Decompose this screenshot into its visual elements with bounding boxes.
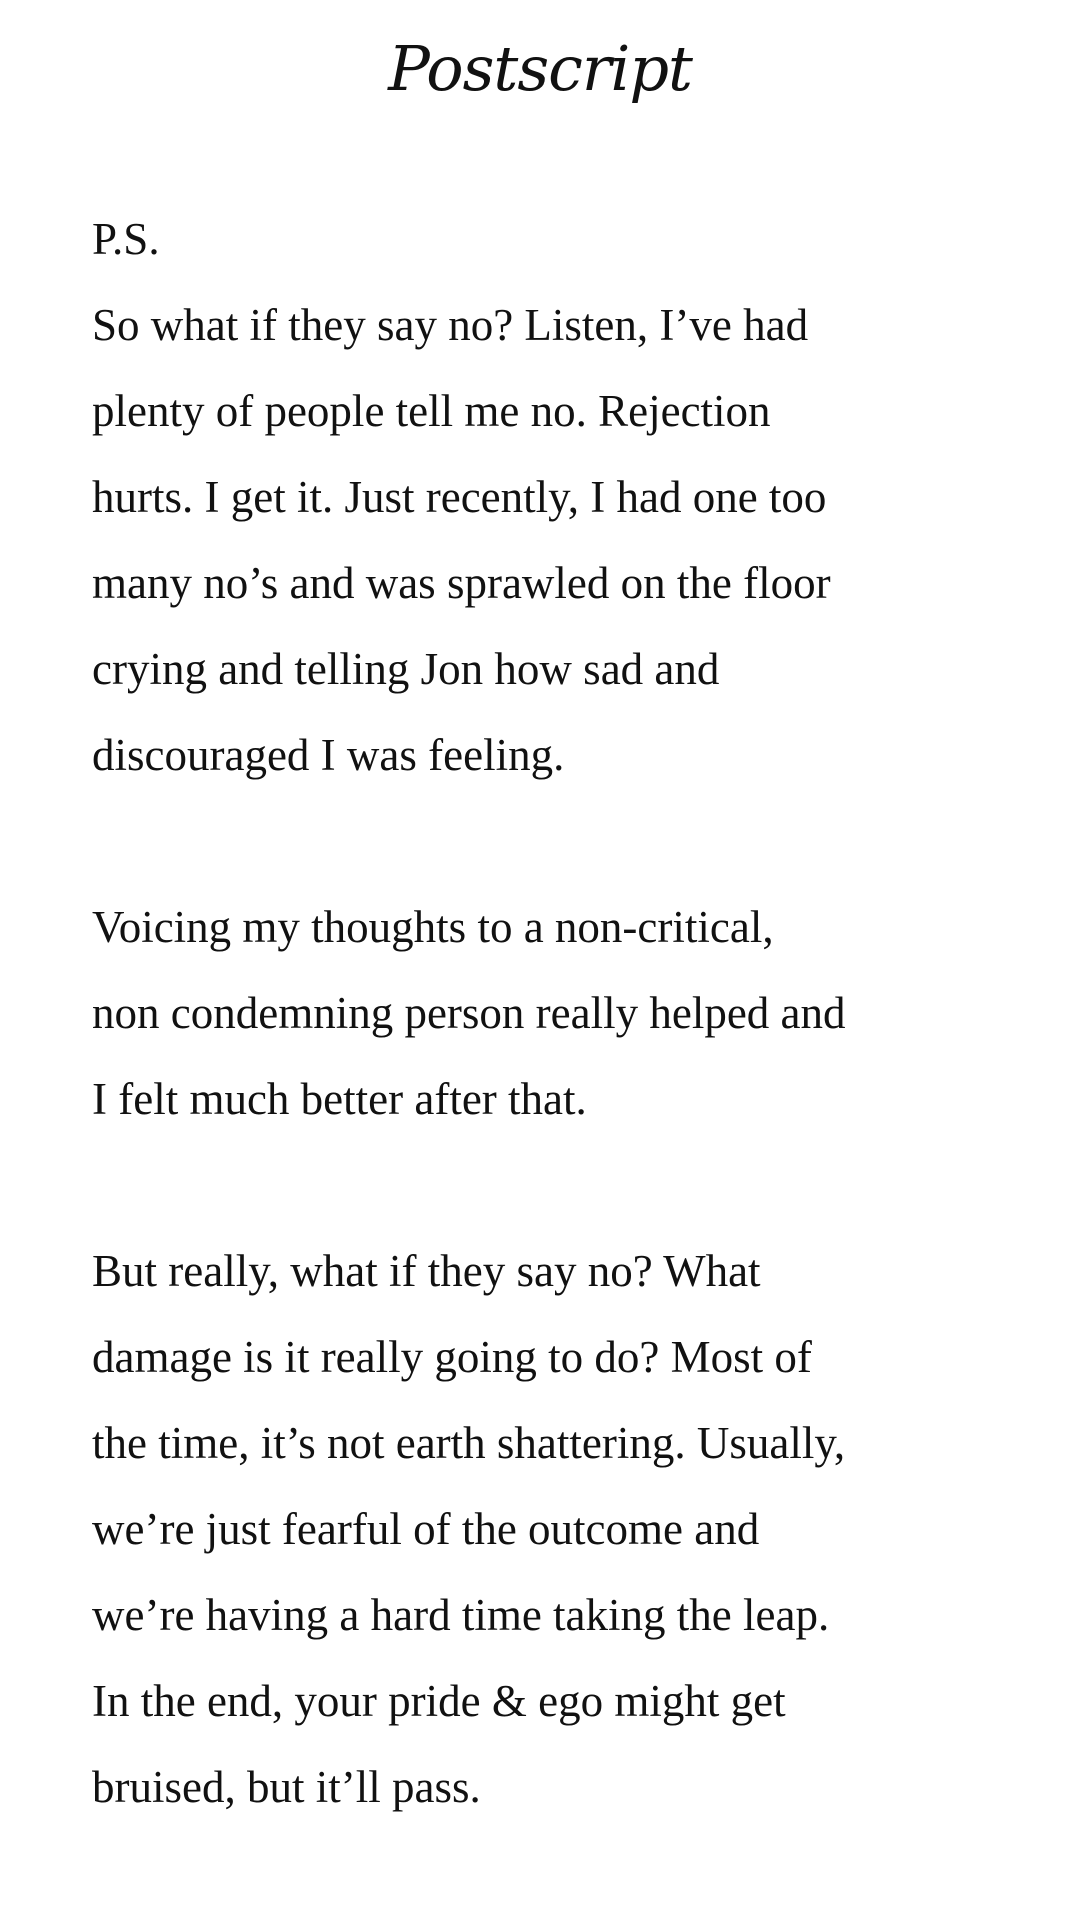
ps-label: P.S. [92,214,160,264]
page-title: Postscript [388,32,692,105]
paragraph-spacer [92,1142,1012,1228]
paragraph-3: But really, what if they say no? What damage is it really going to do? Most of the time, it’s not earth shattering. Usually, we’re just fearful of the outcome and we’re having a hard time taking the leap. In the end, your pride & ego might get bruised, but it’ll pass. [92,1246,846,1812]
paragraph-spacer [92,798,1012,884]
paragraph-2: Voicing my thoughts to a non-critical, non condemning person really helped and I felt much better after that. [92,902,846,1124]
paragraph-1: So what if they say no? Listen, I’ve had plenty of people tell me no. Rejection hurts. I get it. Just recently, I had one too many no’s and was sprawled on the floor crying and telling Jon how sad and discouraged I was feeling. [92,300,831,780]
article-body [92,196,1012,1830]
